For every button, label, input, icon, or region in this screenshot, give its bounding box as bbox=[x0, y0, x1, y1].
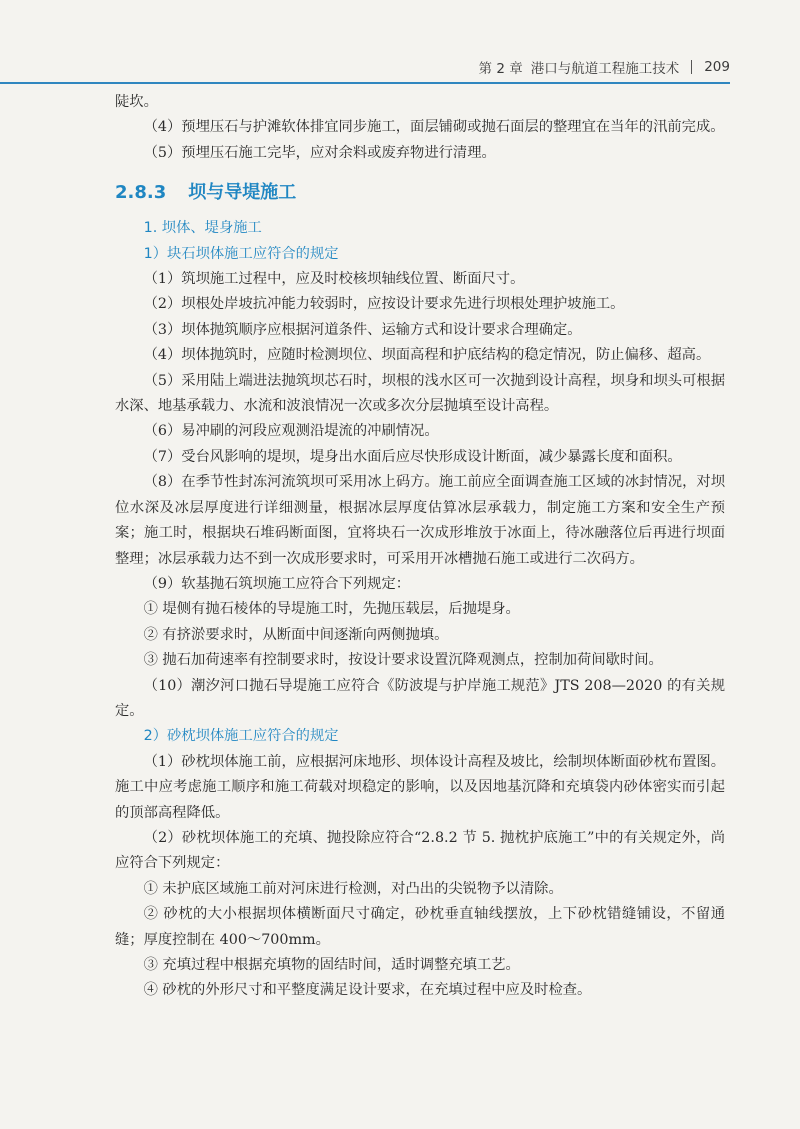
subsection-heading: 1. 坝体、堤身施工 bbox=[143, 220, 262, 237]
part1-item-10: （10）潮汐河口抛石导堤施工应符合《防波堤与护岸施工规范》JTS 208—2020 的有关规定。 bbox=[115, 677, 725, 719]
section-heading bbox=[115, 178, 725, 208]
page-number: 209 bbox=[704, 59, 730, 75]
part1-subitem-2: ② 有挤淤要求时，从断面中间逐渐向两侧抛填。 bbox=[143, 626, 449, 643]
part1-item-1: （1）筑坝施工过程中，应及时校核坝轴线位置、断面尺寸。 bbox=[143, 271, 525, 288]
part1-item-3: （3）坝体抛筑顺序应根据河道条件、运输方式和设计要求合理确定。 bbox=[143, 321, 582, 338]
part1-item-4: （4）坝体抛筑时，应随时检测坝位、坝面高程和护底结构的稳定情况，防止偏移、超高。 bbox=[143, 347, 711, 364]
part2-item-1: （1）砂枕坝体施工前，应根据河床地形、坝体设计高程及坡比，绘制坝体断面砂枕布置图。施工中应考虑施工顺序和施工荷载对坝稳定的影响，以及因地基沉降和充填袋内砂体密实而引起的顶部高程降低。 bbox=[115, 753, 725, 821]
intro-item-5: （5）预埋压石施工完毕，应对余料或废弃物进行清理。 bbox=[143, 144, 496, 161]
section-title: 坝与导堤施工 bbox=[188, 182, 297, 204]
part1-item-7: （7）受台风影响的堤坝，堤身出水面后应尽快形成设计断面，减少暴露长度和面积。 bbox=[143, 448, 682, 465]
section-number: 2.8.3 bbox=[115, 182, 167, 204]
part1-item-9: （9）软基抛石筑坝施工应符合下列规定： bbox=[143, 575, 411, 592]
header-rule bbox=[0, 82, 730, 84]
header-chapter: 第 2 章 bbox=[478, 61, 523, 77]
running-header bbox=[0, 52, 730, 82]
header-divider bbox=[691, 60, 692, 74]
intro-continuation: 陡坎。 bbox=[115, 94, 158, 110]
part1-subitem-3: ③ 抛石加荷速率有控制要求时，按设计要求设置沉降观测点，控制加荷间歇时间。 bbox=[143, 652, 663, 669]
part1-item-8: （8）在季节性封冻河流筑坝可采用冰上码方。施工前应全面调查施工区域的冰封情况，对坝位水深及冰层厚度进行详细测量，根据冰层厚度估算冰层承载力，制定施工方案和安全生产预案；施工时，根据块石堆码断面图，宜将块石一次成形堆放于冰面上，待冰融落位后再进行坝面整理；冰层承载力达不到一次成形要求时，可采用开冰槽抛石施工或进行二次码方。 bbox=[115, 474, 725, 567]
part1-subitem-1: ① 堤侧有抛石棱体的导堤施工时，先抛压载层，后抛堤身。 bbox=[143, 601, 520, 618]
part1-item-2: （2）坝根处岸坡抗冲能力较弱时，应按设计要求先进行坝根处理护坡施工。 bbox=[143, 296, 625, 313]
part2-subitem-1: ① 未护底区域施工前对河床进行检测，对凸出的尖锐物予以清除。 bbox=[143, 880, 563, 897]
part2-subitem-3: ③ 充填过程中根据充填物的固结时间，适时调整充填工艺。 bbox=[143, 957, 520, 973]
part2-subitem-4: ④ 砂枕的外形尺寸和平整度满足设计要求，在充填过程中应及时检查。 bbox=[143, 982, 592, 999]
part1-item-6: （6）易冲刷的河段应观测沿堤流的冲刷情况。 bbox=[143, 423, 439, 440]
part2-subitem-2: ② 砂枕的大小根据坝体横断面尺寸确定，砂枕垂直轴线摆放，上下砂枕错缝铺设，不留通缝；厚度控制在 400～700mm。 bbox=[115, 906, 725, 948]
header-title: 港口与航道工程施工技术 bbox=[530, 61, 680, 77]
page-body bbox=[115, 90, 725, 1004]
part2-item-2: （2）砂枕坝体施工的充填、抛投除应符合“2.8.2 节 5. 抛枕护底施工”中的有关规定外，尚应符合下列规定： bbox=[115, 829, 725, 872]
part2-heading: 2）砂枕坝体施工应符合的规定 bbox=[143, 728, 339, 745]
part1-heading: 1）块石坝体施工应符合的规定 bbox=[143, 245, 339, 262]
intro-item-4: （4）预埋压石与护滩软体排宜同步施工，面层铺砌或抛石面层的整理宜在当年的汛前完成。 bbox=[143, 119, 725, 136]
part1-item-5: （5）采用陆上端进法抛筑坝芯石时，坝根的浅水区可一次抛到设计高程，坝身和坝头可根据水深、地基承载力、水流和波浪情况一次或多次分层抛填至设计高程。 bbox=[115, 372, 725, 415]
